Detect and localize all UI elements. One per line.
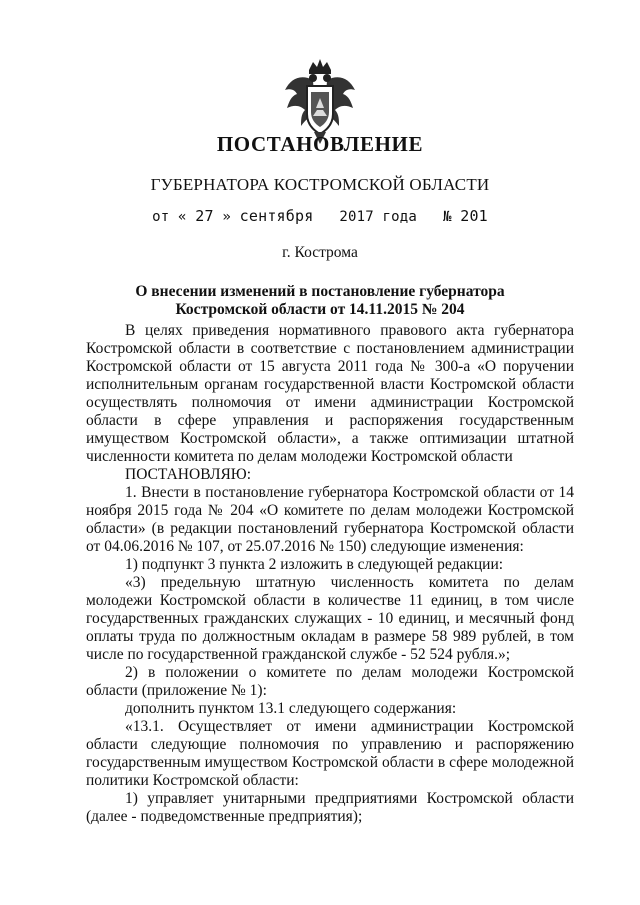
document-title: ПОСТАНОВЛЕНИЕ bbox=[216, 132, 424, 156]
paragraph-preamble: В целях приведения нормативного правового акта губернатора Костромской области в соответствие с постановлением администрации Костромской области от 15 августа 2011 года № 300-а «О поручении исполнительным органам государственной власти Костромской области осуществлять полномочия от имени администрации Костромской области в сфере управления и распоряжения государственным имуществом Костромской области», а также оптимизации штатной численности комитета по делам молодежи Костромской области bbox=[86, 322, 574, 465]
paragraph-quote-3: «3) предельную штатную численность комитета по делам молодежи Костромской области в количестве 11 единиц, в том числе государственных гражданских служащих - 10 единиц, и месячный фонд оплаты труда по должностным окладам в размере 58 989 рублей, в том числе по государственной гражданской службе - 52 524 рубля.»; bbox=[86, 574, 574, 663]
paragraph-decree: ПОСТАНОВЛЯЮ: bbox=[125, 466, 252, 483]
paragraph-subitem-1: 1) подпункт 3 пункта 2 изложить в следующей редакции: bbox=[125, 556, 504, 573]
issuer-subtitle: ГУБЕРНАТОРА КОСТРОМСКОЙ ОБЛАСТИ bbox=[150, 175, 490, 194]
paragraph-item-1: 1. Внести в постановление губернатора Костромской области от 14 ноября 2015 года № 204 «О комитете по делам молодежи Костромской области» (в редакции постановлений губернатора Костромской области от 04.06.2016 № 107, от 25.07.2016 № 150) следующие изменения: bbox=[86, 484, 574, 555]
paragraph-13-1-item-1: 1) управляет унитарными предприятиями Костромской области (далее - подведомственные предприятия); bbox=[86, 790, 574, 825]
date-prefix: от « bbox=[152, 209, 187, 225]
paragraph-quote-13-1: «13.1. Осуществляет от имени администрации Костромской области следующие полномочия по управлению и распоряжению государственным имуществом Костромской области в сфере молодежной политики Костромской области: bbox=[86, 718, 574, 789]
date-line bbox=[0, 207, 640, 225]
date-year: 2017 года bbox=[339, 209, 418, 225]
city-line: г. Кострома bbox=[282, 244, 358, 261]
date-month: сентября bbox=[239, 207, 314, 225]
number-sign: № bbox=[442, 209, 452, 225]
document-heading bbox=[0, 283, 640, 319]
document-number: 201 bbox=[460, 207, 488, 225]
heading-line-1: О внесении изменений в постановление губернатора bbox=[135, 283, 505, 300]
heading-line-2: Костромской области от 14.11.2015 № 204 bbox=[175, 301, 465, 318]
paragraph-subitem-2: 2) в положении о комитете по делам молодежи Костромской области (приложение № 1): bbox=[86, 664, 574, 699]
date-day: 27 bbox=[195, 207, 214, 225]
document-body bbox=[86, 322, 574, 826]
paragraph-add-13-1: дополнить пунктом 13.1 следующего содержания: bbox=[125, 700, 457, 717]
date-mid: » bbox=[222, 209, 231, 225]
